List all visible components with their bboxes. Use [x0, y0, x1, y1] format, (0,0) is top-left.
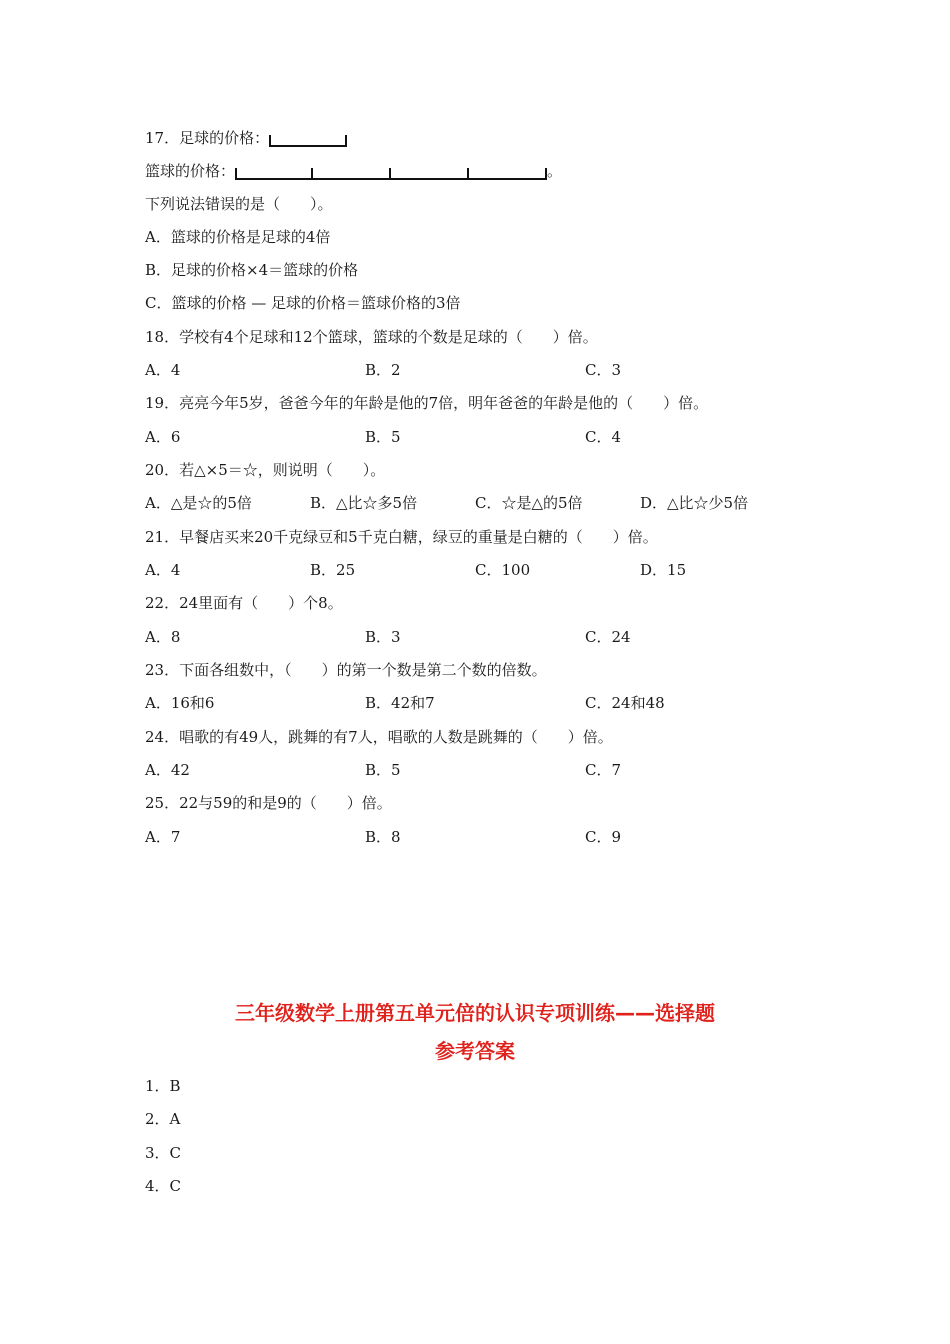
option-b: B．25 — [310, 561, 356, 579]
answer-item: 1．B — [145, 1077, 181, 1095]
option-c: C．4 — [585, 428, 622, 446]
bar-segment — [469, 168, 547, 180]
option-c: C．9 — [585, 828, 622, 846]
question-17-option-b: B．足球的价格×4＝篮球的价格 — [145, 261, 359, 279]
option-b: B．2 — [365, 361, 401, 379]
question-24-stem: 24．唱歌的有49人，跳舞的有7人，唱歌的人数是跳舞的（ ）倍。 — [145, 728, 613, 746]
bar-segment — [235, 168, 313, 180]
answers-subtitle: 参考答案 — [435, 1039, 515, 1063]
answer-item: 2．A — [145, 1110, 181, 1128]
option-a: A．42 — [145, 761, 190, 779]
question-17-option-c: C．篮球的价格 — 足球的价格＝篮球价格的3倍 — [145, 294, 461, 312]
option-a: A．△是☆的5倍 — [145, 494, 252, 512]
question-23-stem: 23．下面各组数中，（ ）的第一个数是第二个数的倍数。 — [145, 661, 547, 679]
answer-item: 3．C — [145, 1144, 182, 1162]
option-b: B．42和7 — [365, 694, 435, 712]
option-c: C．100 — [475, 561, 531, 579]
option-a: A．6 — [145, 428, 181, 446]
bar-segment — [269, 135, 347, 147]
football-price-bar — [269, 132, 347, 146]
option-b: B．5 — [365, 428, 401, 446]
option-c: C．3 — [585, 361, 622, 379]
option-c: C．7 — [585, 761, 622, 779]
question-21-stem: 21．早餐店买来20千克绿豆和5千克白糖，绿豆的重量是白糖的（ ）倍。 — [145, 528, 658, 546]
question-20-stem: 20．若△×5＝☆，则说明（ ）。 — [145, 461, 386, 479]
option-a: A．4 — [145, 561, 181, 579]
question-17-line1: 17．足球的价格： — [145, 128, 347, 148]
question-17-option-a: A．篮球的价格是足球的4倍 — [145, 228, 331, 246]
option-c: C．24和48 — [585, 694, 665, 712]
question-22-stem: 22．24里面有（ ）个8。 — [145, 594, 343, 612]
option-a: A．7 — [145, 828, 181, 846]
question-19-stem: 19．亮亮今年5岁，爸爸今年的年龄是他的7倍，明年爸爸的年龄是他的（ ）倍。 — [145, 394, 709, 412]
option-b: B．3 — [365, 628, 401, 646]
answers-title: 三年级数学上册第五单元倍的认识专项训练——选择题 — [235, 1001, 715, 1025]
option-b: B．△比☆多5倍 — [310, 494, 418, 512]
option-b: B．8 — [365, 828, 401, 846]
answer-item: 4．C — [145, 1177, 182, 1195]
bar-segment — [391, 168, 469, 180]
question-18-stem: 18．学校有4个足球和12个篮球，篮球的个数是足球的（ ）倍。 — [145, 328, 598, 346]
basketball-price-bar — [235, 165, 547, 179]
option-a: A．4 — [145, 361, 181, 379]
question-17-stem: 下列说法错误的是（ ）。 — [145, 195, 333, 213]
option-d: D．15 — [640, 561, 687, 579]
question-17-line2: 篮球的价格： 。 — [145, 162, 563, 180]
bar-segment — [313, 168, 391, 180]
question-25-stem: 25．22与59的和是9的（ ）倍。 — [145, 794, 392, 812]
option-a: A．16和6 — [145, 694, 215, 712]
option-c: C．24 — [585, 628, 631, 646]
option-d: D．△比☆少5倍 — [640, 494, 749, 512]
option-c: C．☆是△的5倍 — [475, 494, 583, 512]
option-b: B．5 — [365, 761, 401, 779]
option-a: A．8 — [145, 628, 181, 646]
